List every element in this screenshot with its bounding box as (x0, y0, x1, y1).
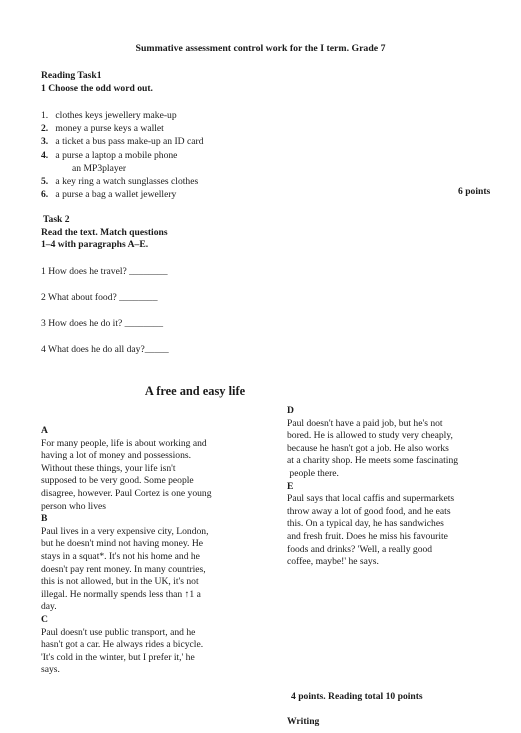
article-title: A free and easy life (144, 384, 246, 398)
list-item (41, 150, 204, 163)
question-1: 1 How does he travel? ________ (41, 266, 168, 277)
text-line: having a lot of money and possessions. (41, 450, 192, 462)
text-line: stays in a squat*. It's not his home and he (41, 550, 200, 562)
paragraph-label-d: D (287, 405, 294, 416)
text-line: person who lives (41, 500, 107, 512)
paragraph-label-e: E (287, 480, 294, 492)
text-line: because he hasn't got a job. He also works (287, 442, 449, 454)
text-line: 'It's cold in the winter, but I prefer it,' he (41, 651, 195, 663)
item-text: an MP3player (72, 162, 127, 174)
text-line: For many people, life is about working and (41, 437, 207, 449)
list-item (41, 176, 204, 189)
text-line: supposed to be very good. Some people (41, 475, 194, 487)
text-line: bored. He is allowed to study very cheaply, (287, 430, 453, 442)
list-item (41, 136, 204, 149)
item-text: a ticket a bus pass make-up an ID card (55, 136, 204, 148)
list-item (41, 110, 204, 123)
paragraph-a (41, 438, 212, 514)
item-number: 4. (41, 149, 49, 161)
paragraph-b (41, 526, 212, 614)
text-line: says. (41, 664, 60, 676)
text-line: Paul doesn't have a paid job, but he's not (287, 417, 443, 429)
item-text: a key ring a watch sunglasses clothes (55, 175, 199, 187)
text-line: people there. (287, 467, 339, 479)
page-title: Summative assessment control work for the I term. Grade 7 (135, 43, 386, 54)
item-number: 3. (41, 136, 49, 148)
text-line: Paul says that local caffіs and supermarkets (287, 493, 455, 505)
task1-points: 6 points (458, 186, 491, 197)
task2-instruction-line1: Read the text. Match questions (41, 226, 168, 238)
text-line: Paul doesn't use public transport, and he (41, 626, 196, 638)
text-line: doesn't pay rent money. In many countries, (41, 563, 206, 575)
task1-heading: Reading Task1 (41, 70, 102, 81)
task2-instruction-line2: 1–4 with paragraphs A–E. (41, 239, 149, 251)
text-line: this is not allowed, but in the UK, it's not (41, 576, 199, 588)
text-line: hasn't got a car. He always rides a bicycle. (41, 639, 204, 651)
paragraph-label-b: B (41, 513, 48, 525)
text-line: at a charity shop. He meets some fascinating (287, 455, 459, 467)
article-right-column (287, 405, 458, 569)
question-3: 3 How does he do it? ________ (41, 318, 164, 329)
text-line: throw away a lot of good food, and he eats (287, 505, 451, 517)
text-line: day. (41, 601, 57, 613)
list-item (41, 189, 204, 202)
paragraph-d (287, 418, 458, 481)
text-line: and fresh fruit. Does he miss his favourite (287, 530, 448, 542)
item-number: 2. (41, 123, 49, 135)
item-text: a purse a bag a wallet jewellery (55, 189, 177, 201)
text-line: this. On a typical day, he has sandwiches (287, 518, 444, 530)
article-left-column (41, 425, 212, 677)
item-number: 5. (41, 175, 49, 187)
text-line: foods and drinks? 'Well, a really good (287, 543, 433, 555)
paragraph-label-c: C (41, 613, 48, 625)
text-line: coffee, maybe!' he says. (287, 556, 379, 568)
odd-word-list (41, 110, 204, 202)
paragraph-e (287, 493, 458, 569)
task2-heading: Task 2 (43, 214, 70, 225)
list-item (41, 123, 204, 136)
text-line: Without these things, your life isn't (41, 462, 176, 474)
question-4: 4 What does he do all day?_____ (41, 344, 169, 355)
text-line: Paul lives in a very expensive city, London, (41, 525, 209, 537)
list-item-continuation (41, 163, 204, 176)
task1-instruction: 1 Choose the odd word out. (41, 82, 153, 94)
text-line: illegal. He normally spends less than ↑1 a (41, 588, 201, 600)
item-text: money a purse keys a wallet (55, 123, 164, 135)
question-2: 2 What about food? ________ (41, 292, 158, 303)
task1-header (41, 70, 153, 95)
task2-points: 4 points. Reading total 10 points (291, 691, 423, 702)
item-number: 1. (41, 110, 49, 121)
writing-heading: Writing (287, 716, 320, 727)
task2-header (41, 214, 168, 252)
item-text: a purse a laptop a mobile phone (55, 149, 178, 161)
item-text: clothes keys jewellery make-up (55, 110, 177, 121)
item-number: 6. (41, 189, 49, 201)
text-line: but he doesn't mind not having money. He (41, 538, 204, 550)
text-line: disagree, however. Paul Cortez is one young (41, 487, 212, 499)
paragraph-label-a: A (41, 425, 48, 436)
paragraph-c (41, 627, 212, 677)
